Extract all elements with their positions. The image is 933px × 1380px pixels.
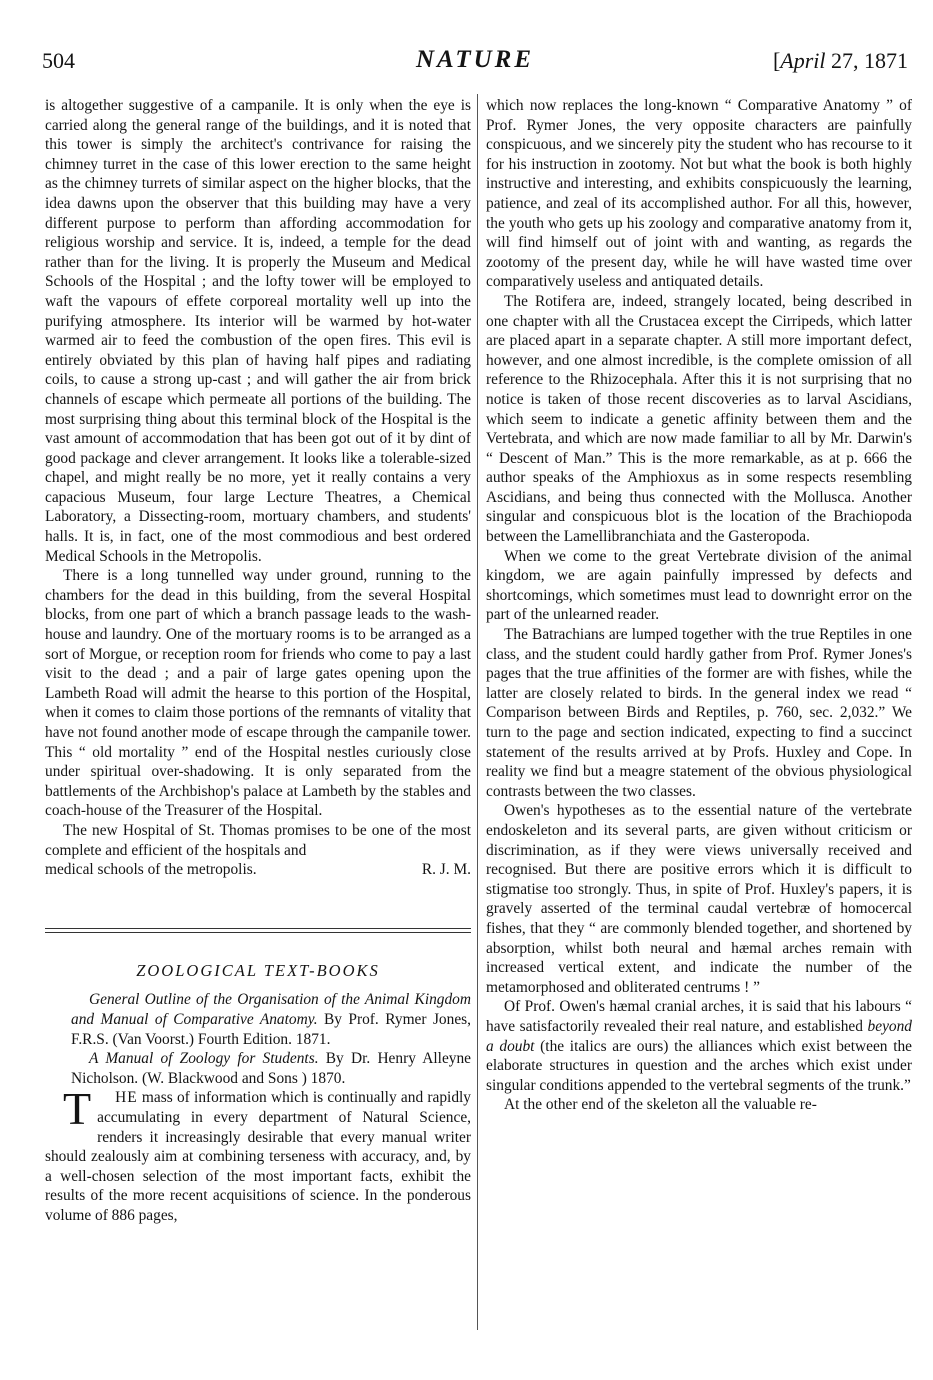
date-bracket: [ xyxy=(772,48,781,73)
paragraph xyxy=(486,997,912,1095)
paragraph: is altogether suggestive of a campanile. It is only when the eye is carried along the general range of the buildings, and it is noted that this tower is simply the architect's contrivance for raising the chimney turret in the case of this lower erection to the same height as the chimney turrets of similar aspect on the higher blocks, that the idea dawns upon the observer that this building may have a very different purpose to perform than affording accommodation for religious worship and service. It is, indeed, a temple for the dead rather than for the living. It is properly the Museum and Medical Schools of the Hospital ; and the lofty tower will be employed to waft the vapours of effete corporeal mortality well up into the purifying atmosphere. Its interior will be warmed by hot-water warmed air to feed the combustion of the open fires. This evil is entirely obviated by this plan of having half pipes and radiating coils, to cause a strong up-cast ; and will gather the air from brick channels of escape which permeate all portions of the building. The most surprising thing about this terminal block of the Hospital is the vast amount of accommodation that has been got out of it by dint of good package and clever arrangement. It looks like a tolerable-sized chapel, and might really be no more, yet it really contains a very capacious Museum, four large Lecture Theatres, a Chemical Laboratory, a Dissecting-room, mortuary chambers, and students' halls. It is, in fact, one of the most commodious and best ordered Medical Schools in the Metropolis. xyxy=(45,97,471,565)
article-intro xyxy=(45,1083,471,1225)
drop-cap: T xyxy=(63,1083,92,1135)
paragraph: Owen's hypotheses as to the essential nature of the vertebrate endoskeleton and its several parts, are given without criticism or discrimination, as if they were views universally received and recognised. But there are positive errors which it is difficult to stigmatise too strongly. Thus, in spite of Prof. Huxley's papers, it is gravely asserted of the terminal caudal vertebræ of homocercal fishes, that they “ are commonly blended together, and shortened by absorption, whilst both neural and hæmal arches remain with increased vertical extent, and indicate the number of the metamorphosed and obliterated centrums ! ” xyxy=(486,802,912,996)
paragraph-text: Of Prof. Owen's hæmal cranial arches, it is said that his labours “ have satisfactorily revealed their real nature, and established xyxy=(486,998,912,1035)
book-details: By Prof. Rymer Jones, F.R.S. (Van Voorst.) Fourth Edition. 1871. xyxy=(71,1010,471,1048)
intro-caps: HE xyxy=(115,1089,138,1107)
paragraph: The Rotifera are, indeed, strangely located, being described in one chapter with all the Crustacea except the Cirripeds, which latter are placed apart in a separate chapter. A still more important defect, however, and one almost incredible, is the complete omission of all reference to the Rhizocephala. After this it is not surprising that no notice is taken of those recent discoveries as to larval Ascidians, which seem to indicate a genetic affinity between them and the Vertebrata, and which are now made familiar to all by Mr. Darwin's “ Descent of Man.” This is the more remarkable, as at p. 666 the author speaks of the Amphioxus as in some respects resembling Ascidians, and being thus connected with the Mollusca. Another singular and conspicuous blot is the location of the Brachiopoda between the Lamellibranchiata and the Gasteropoda. xyxy=(486,292,912,546)
journal-title: NATURE xyxy=(415,46,535,73)
paragraph: The Batrachians are lumped together with the true Reptiles in one class, and the student could hardly gather from Prof. Rymer Jones's pages that the true affinities of the former are with fishes, while the latter are closely related to birds. In the general index we read “ Comparison between Birds and Reptiles, p. 760, sec. 2,032.” We turn to the page and section indicated, expecting to find a succinct statement of the results arrived at by Profs. Huxley and Cope. In reality we find but a meagre statement of the obvious physiological contrasts between the two classes. xyxy=(486,626,912,800)
paragraph-text: (the italics are ours) the alliances which exist between the elaborate structures in question and the arches which exist under singular conditions appended to the vertebral segments of the trunk.” xyxy=(486,1037,912,1094)
book-citation xyxy=(45,1049,471,1088)
author-signature: R. J. M. xyxy=(421,861,471,879)
book-title: A Manual of Zoology for Students. xyxy=(89,1050,319,1068)
column-divider xyxy=(477,94,478,1330)
closing-text: medical schools of the metropolis. xyxy=(45,861,257,879)
article-title: ZOOLOGICAL TEXT-BOOKS xyxy=(136,960,380,980)
paragraph: which now replaces the long-known “ Comparative Anatomy ” of Prof. Rymer Jones, the very opposite characters are painfully conspicuous, and we sincerely pity the student who has recourse to it for his instruction in zootomy. Not but what the book is both highly instructive and interesting, and exhibits conspicuously the learning, patience, and zeal of its accomplished author. For all this, however, the youth who gets up his zoology and comparative anatomy from it, will find himself out of joint with and wanting, as regards the zootomy of the present day, while he will have wasted time over comparatively useless and antiquated details. xyxy=(486,97,912,291)
page-number: 504 xyxy=(42,48,75,73)
issue-date xyxy=(773,48,908,74)
book-details: By Dr. Henry Alleyne Nicholson. (W. Blackwood and Sons ) 1870. xyxy=(71,1050,472,1087)
page-header xyxy=(42,44,908,84)
right-column xyxy=(486,96,912,1115)
closing-line xyxy=(45,860,471,880)
paragraph: At the other end of the skeleton all the valuable re- xyxy=(504,1096,817,1114)
left-column xyxy=(45,96,471,1225)
date-day-year: 27, 1871 xyxy=(825,48,908,73)
date-month: April xyxy=(780,48,826,73)
book-title: General Outline of the Organisation of the Animal Kingdom and Manual of Comparative Anatomy. xyxy=(71,991,471,1028)
paragraph: There is a long tunnelled way under ground, running to the chambers for the dead in this building, from the several Hospital blocks, from one part of which a branch passage leads to the wash-house and laundry. One of the mortuary rooms is to be arranged as a sort of Morgue, or reception room for friends who come to pay a last visit to the dead ; and a pair of large gates opening upon the Lambeth Road will admit the hearse to this portion of the Hospital, when it comes to claim those portions of the remnants of vitality that have not found another mode of escape through the campanile tower. This “ old mortality ” end of the Hospital nestles curiously close under spiritual over-shadowing. It is only separated from the battlements of the Archbishop's palace at Lambeth by the stables and coach-house of the Treasurer of the Hospital. xyxy=(45,567,471,820)
section-divider xyxy=(45,928,471,933)
paragraph: When we come to the great Vertebrate division of the animal kingdom, we are again painfully impressed by defects and shortcomings, which sometimes must lead to downright error on the part of the unlearned reader. xyxy=(486,547,912,624)
italic-phrase: beyond a doubt xyxy=(486,1017,912,1055)
book-citation xyxy=(45,990,471,1049)
paragraph: The new Hospital of St. Thomas promises to be one of the most complete and efficient of the hospitals and xyxy=(45,821,471,859)
intro-text: mass of information which is continually and rapidly accumulating in every department of Natural Science, renders it increasingly desirable that every manual writer should zealously aim at combining terseness with accuracy, and, by a well-chosen selection of the most important facts, exhibit the results of the more recent acquisitions of science. In the ponderous volume of 886 pages, xyxy=(45,1089,471,1224)
